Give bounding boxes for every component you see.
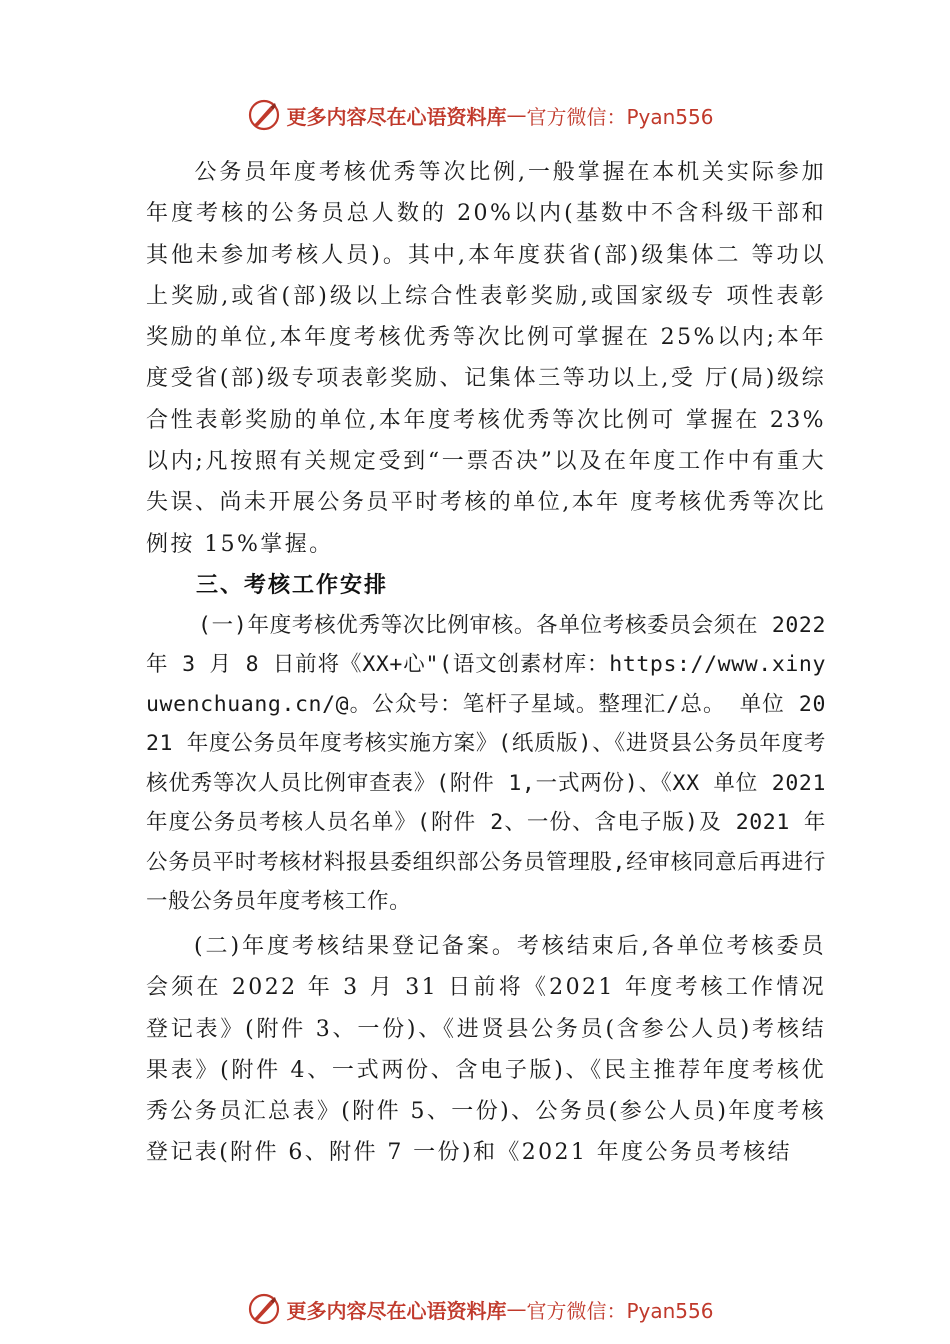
banner-wechat-id: 官方微信：Pyan556 [526,104,714,129]
banner-site-name: 更多内容尽在心语资料库 [286,1298,507,1323]
banner-separator: — [506,103,527,127]
quill-pen-logo-icon [246,1291,282,1327]
paragraph-excellence-ratio: 公务员年度考核优秀等次比例,一般掌握在本机关实际参加年度考核的公务员总人数的 20%以内(基数中不含科级干部和其他未参加考核人员)。其中,本年度获省(部)级集体二 等功以上奖励,或省(部)级以上综合性表彰奖励,或国家级专 项性表彰奖励的单位,本年度考核优秀等次比例可掌握在 25%以内;本年度受省(部)级专项表彰奖励、记集体三等功以上,受 厅(局)级综合性表彰奖励的单位,本年度考核优秀等次比例可 掌握在 23%以内;凡按照有关规定受到“一票否决”以及在年度工作中有重大失误、尚未开展公务员平时考核的单位,本年 度考核优秀等次比例按 15%掌握。 [146,160,826,557]
quill-pen-logo-icon [246,97,282,133]
paragraph-ratio-review: (一)年度考核优秀等次比例审核。各单位考核委员会须在 2022 年 3 月 8 日前将《XX+心"(语文创素材库：https://www.xinyuwenchuang.cn/@。公众号：笔杆子星域。整理汇/总。 单位 2021 年度公务员年度考核实施方案》(纸质版)、《进贤县公务员年度考核优秀等次人员比例审查表》(附件 1,一式两份)、《XX 单位 2021 年度公务员考核人员名单》(附件 2、一份、含电子版)及 2021 年公务员平时考核材料报县委组织部公务员管理股,经审核同意后再进行一般公务员年度考核工作。 [146,612,826,915]
paragraph-result-registration: (二)年度考核结果登记备案。考核结束后,各单位考核委员会须在 2022 年 3 月 31 日前将《2021 年度考核工作情况登记表》(附件 3、一份)、《进贤县公务员(含参公人员)考核结果表》(附件 4、一式两份、含电子版)、《民主推荐年度考核优秀公务员汇总表》(附件 5、一份)、公务员(参公人员)年度考核登记表(附件 6、附件 7 一份)和《2021 年度公务员考核结 [146,933,826,1166]
header-watermark-banner [0,95,950,135]
banner-site-name: 更多内容尽在心语资料库 [286,104,507,129]
document-body [146,152,826,1174]
banner-separator: — [506,1297,527,1321]
section-heading: 三、考核工作安排 [196,572,389,598]
footer-watermark-banner [0,1289,950,1329]
banner-wechat-id: 官方微信：Pyan556 [526,1298,714,1323]
